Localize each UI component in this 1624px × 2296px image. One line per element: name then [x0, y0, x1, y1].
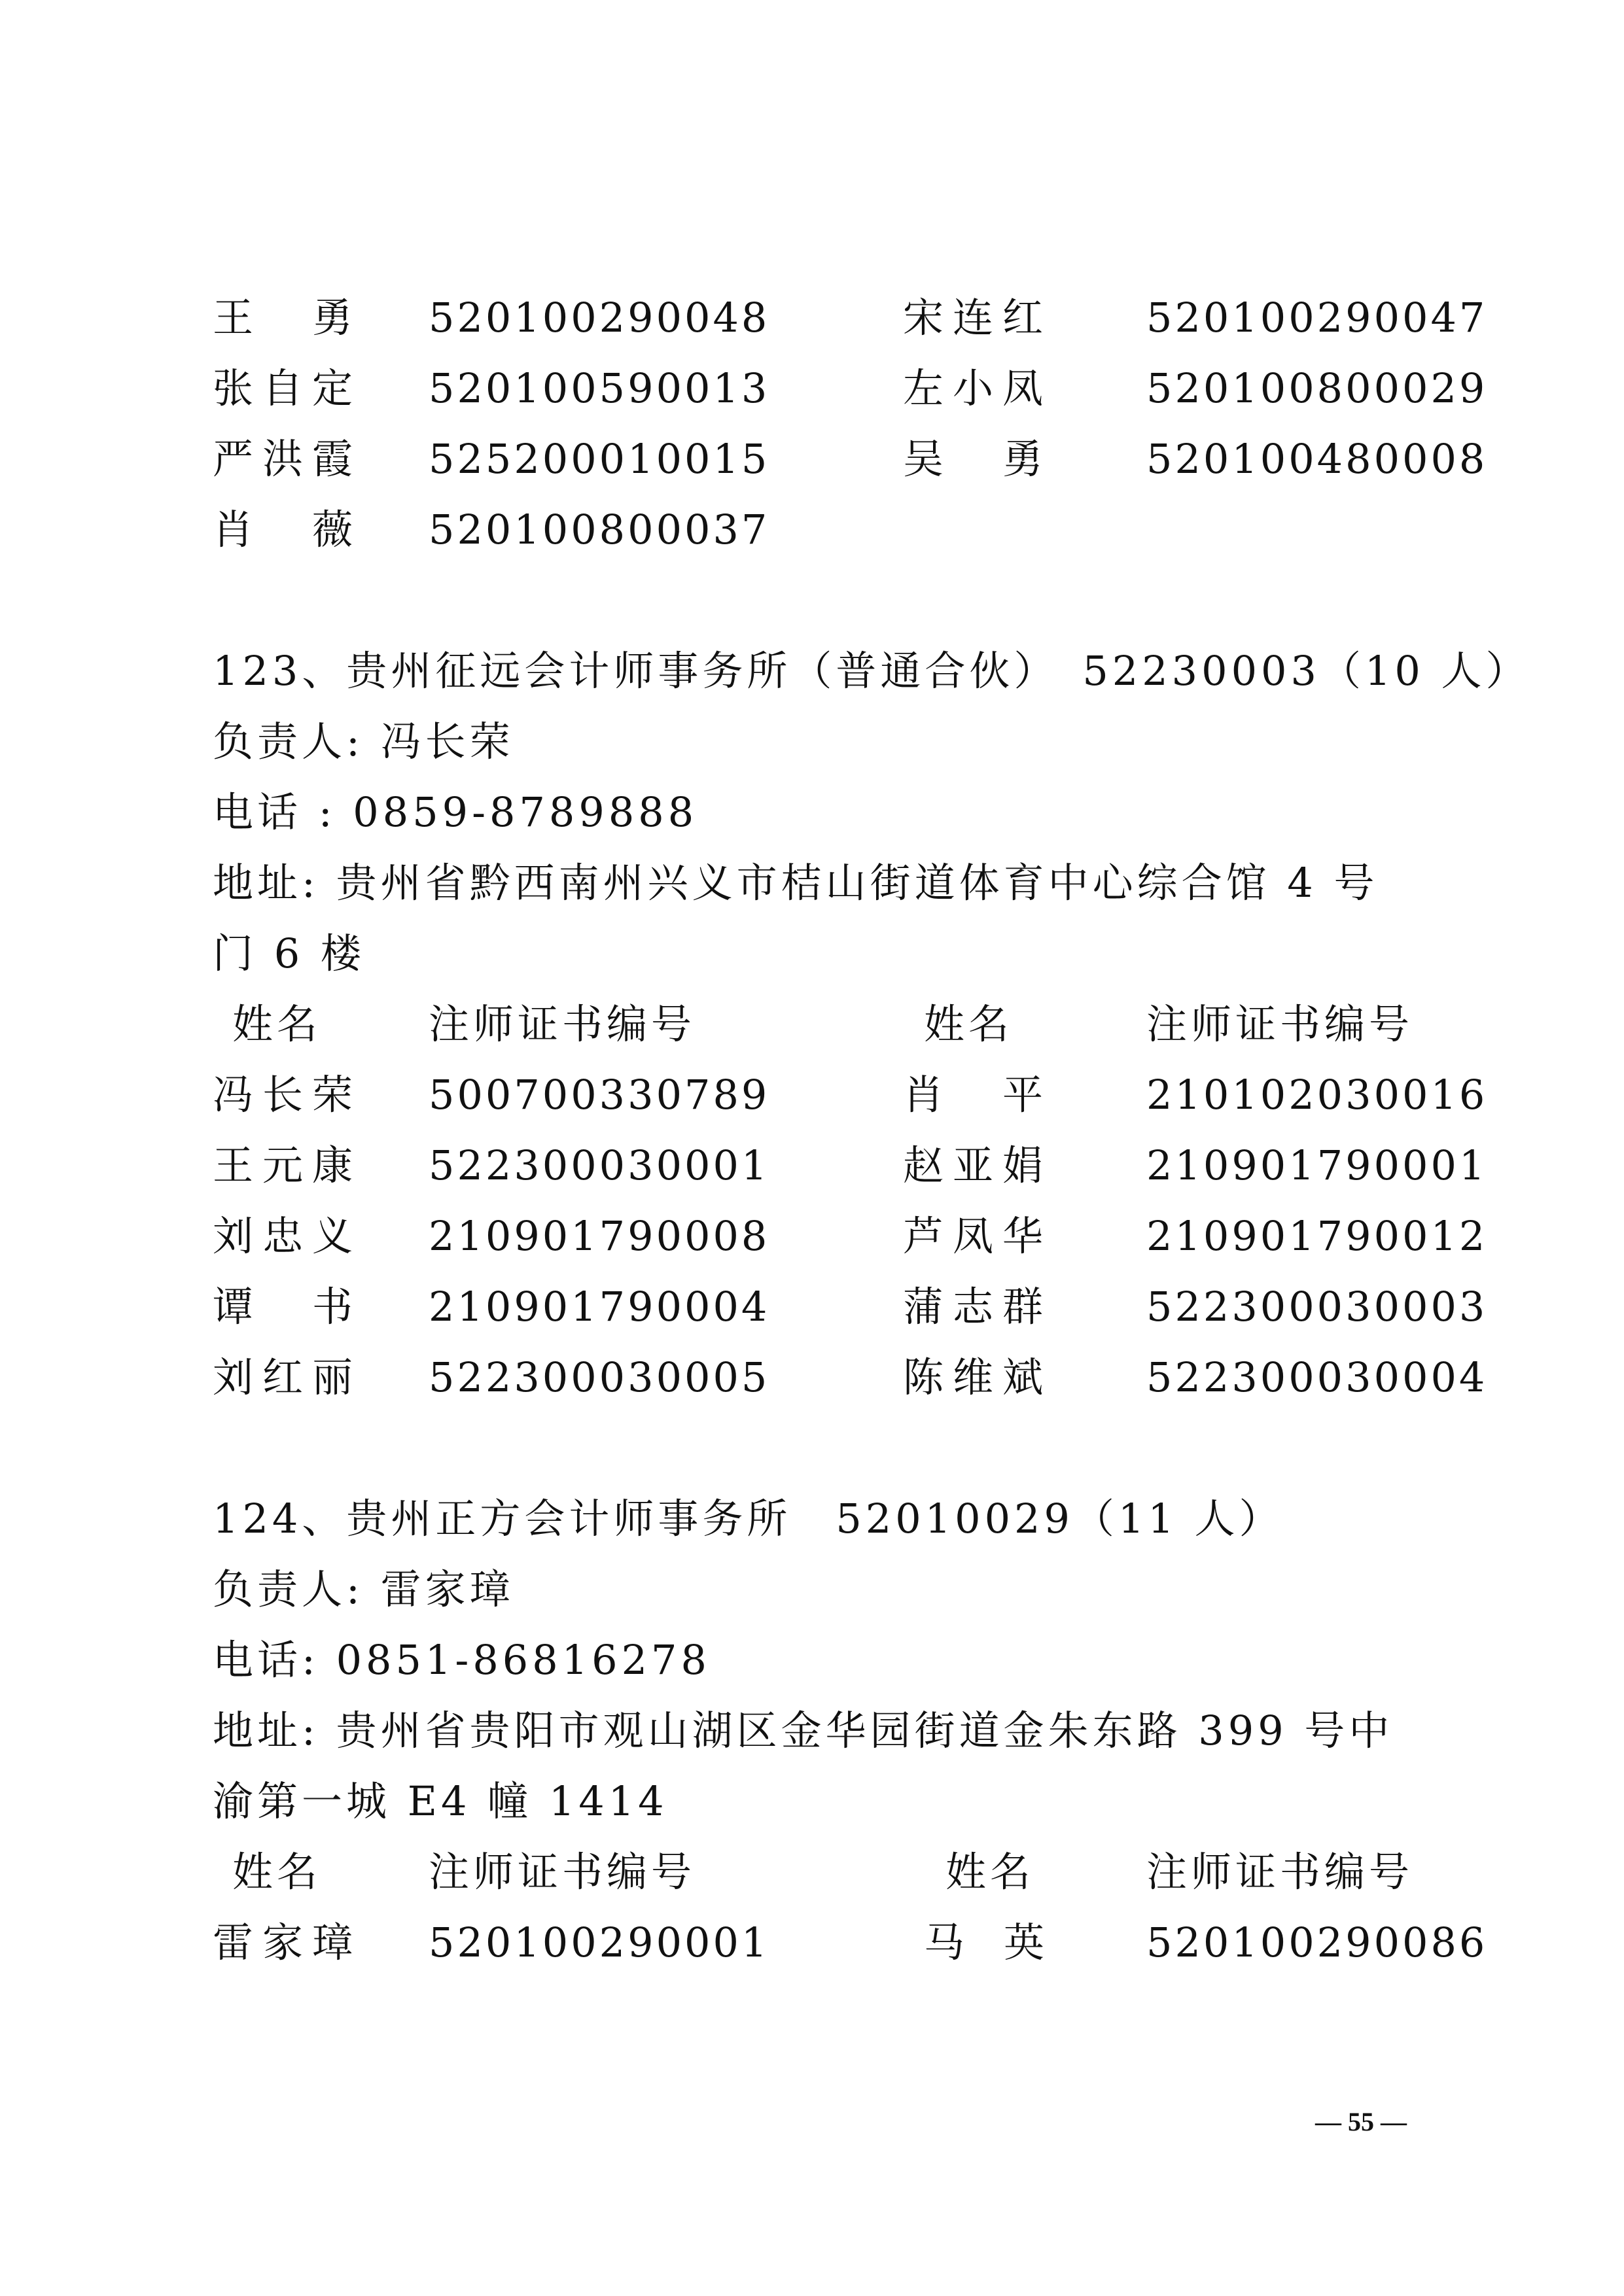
firm-address: 地址: 贵州省黔西南州兴义市桔山街道体育中心综合馆 4 号门 6 楼	[213, 859, 1379, 977]
person-name: 严洪霞	[213, 435, 357, 483]
person-name: 肖薇	[213, 506, 357, 553]
column-header-cert: 注师证书编号	[1146, 1848, 1414, 1896]
cert-number: 520100290001	[429, 1919, 770, 1966]
table-row	[0, 1201, 1624, 1272]
person-name: 肖平	[903, 1071, 1047, 1119]
cert-number: 210901790008	[429, 1212, 770, 1260]
table-row	[0, 353, 1624, 424]
table-row	[0, 283, 1624, 353]
person-name: 马英	[924, 1919, 1048, 1966]
cert-number: 520100290048	[429, 294, 770, 341]
firm-head: 负责人: 雷家璋	[213, 1565, 514, 1613]
column-header-name: 姓名	[232, 1000, 322, 1048]
cert-number: 520100800037	[429, 506, 770, 553]
person-name: 王勇	[213, 294, 357, 341]
person-name: 王元康	[213, 1141, 357, 1189]
column-header-cert: 注师证书编号	[429, 1848, 696, 1896]
person-name: 宋连红	[903, 294, 1047, 341]
cert-number: 525200010015	[429, 435, 770, 483]
person-name: 刘红丽	[213, 1353, 357, 1401]
firm-phone: 电话 : 0859-8789888	[213, 788, 698, 836]
table-header	[0, 989, 1624, 1060]
column-header-name: 姓名	[945, 1848, 1035, 1896]
table-row	[0, 495, 1624, 565]
column-header-cert: 注师证书编号	[429, 1000, 696, 1048]
cert-number: 520100800029	[1146, 364, 1488, 412]
firm-title: 123、贵州征远会计师事务所（普通合伙） 52230003（10 人）	[213, 647, 1530, 695]
cert-number: 210901790004	[429, 1283, 770, 1331]
cert-number: 210901790012	[1146, 1212, 1488, 1260]
person-name: 张自定	[213, 364, 357, 412]
cert-number: 520100290047	[1146, 294, 1488, 341]
person-name: 谭书	[213, 1283, 357, 1331]
person-name: 赵亚娟	[903, 1141, 1047, 1189]
cert-number: 522300030004	[1146, 1353, 1488, 1401]
cert-number: 522300030001	[429, 1141, 770, 1189]
person-name: 吴勇	[903, 435, 1047, 483]
column-header-name: 姓名	[232, 1848, 322, 1896]
cert-number: 520100590013	[429, 364, 770, 412]
person-name: 陈维斌	[903, 1353, 1047, 1401]
column-header-cert: 注师证书编号	[1146, 1000, 1414, 1048]
firm-phone: 电话: 0851-86816278	[213, 1636, 711, 1684]
cert-number: 522300030005	[429, 1353, 770, 1401]
cert-number: 520100290086	[1146, 1919, 1488, 1966]
person-name: 芦凤华	[903, 1212, 1047, 1260]
person-name: 刘忠义	[213, 1212, 357, 1260]
cert-number: 520100480008	[1146, 435, 1488, 483]
person-name: 蒲志群	[903, 1283, 1047, 1331]
table-row	[0, 1342, 1624, 1413]
table-row	[0, 1130, 1624, 1201]
table-header	[0, 1837, 1624, 1907]
table-row	[0, 1060, 1624, 1130]
table-row	[0, 1272, 1624, 1342]
cert-number: 210102030016	[1146, 1071, 1488, 1119]
column-header-name: 姓名	[924, 1000, 1014, 1048]
page-number: — 55 —	[1315, 2107, 1407, 2136]
person-name: 左小凤	[903, 364, 1047, 412]
firm-head: 负责人: 冯长荣	[213, 718, 514, 765]
table-row	[0, 1907, 1624, 1978]
person-name: 雷家璋	[213, 1919, 357, 1966]
cert-number: 210901790001	[1146, 1141, 1488, 1189]
firm-address: 地址: 贵州省贵阳市观山湖区金华园街道金朱东路 399 号中渝第一城 E4 幢 1414	[213, 1707, 1394, 1825]
cert-number: 522300030003	[1146, 1283, 1488, 1331]
table-row	[0, 424, 1624, 495]
cert-number: 500700330789	[429, 1071, 770, 1119]
firm-title: 124、贵州正方会计师事务所 52010029（11 人）	[213, 1495, 1284, 1542]
person-name: 冯长荣	[213, 1071, 357, 1119]
